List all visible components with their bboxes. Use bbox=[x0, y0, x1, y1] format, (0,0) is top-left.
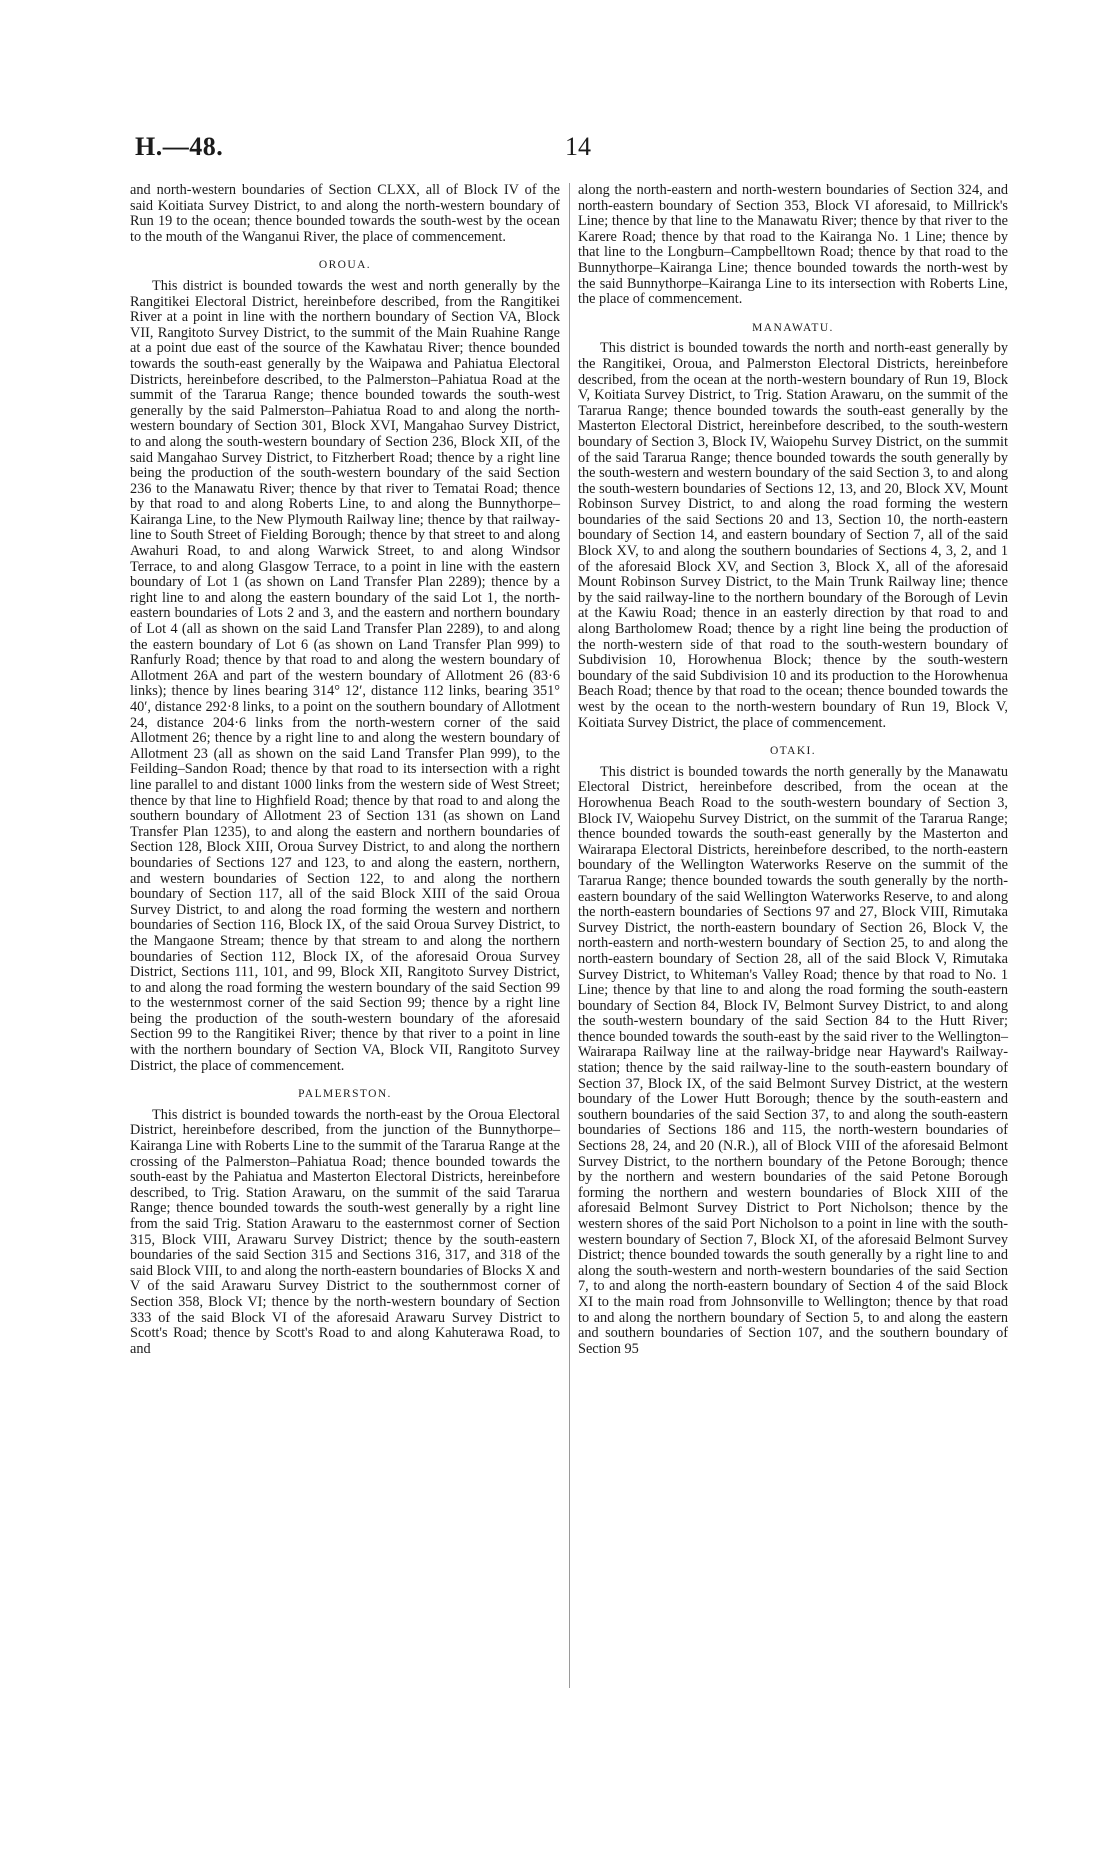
paragraph-continuation: along the north-eastern and north-western boundaries of Section 324, and north-eastern boundary of Section 353, Block VI aforesaid, to Millrick's Line; thence by that line to the Manawatu River; thence by that river to the Karere Road; thence by that road to the Kairanga No. 1 Line; thence by that line to the Longburn–Campbelltown Road; thence by that road to the Bunnythorpe–Kairanga Line; thence bounded towards the north-west by the said Bunnythorpe–Kairanga Line to its intersection with Roberts Line, the place of commencement. bbox=[578, 182, 1008, 308]
section-heading-otaki: OTAKI. bbox=[769, 745, 817, 758]
section-text-manawatu: This district is bounded towards the north and north-east generally by the Rangitikei, Oroua, and Palmerston Electoral Districts, hereinbefore described, from the ocean at the north-western boundary of Run 19, Block V, Koitiata Survey District, to Trig. Station Arawaru, on the summit of the Tararua Range; thence bounded towards the south-east generally by the Masterton Electoral District, hereinbefore described, to the south-western boundary of Section 3, Block IV, Waiopehu Survey District, on the summit of the said Tararua Range; thence bounded towards the south generally by the south-western and western boundary of the said Section 3, to and along the south-western boundaries of Sections 12, 13, and 20, Block XV, Mount Robinson Survey District, to and along the road forming the western boundaries of the said Sections 20 and 13, Section 10, the north-eastern boundary of Section 14, and eastern boundary of Section 7, all of the said Block XV, to and along the southern boundaries of Sections 4, 3, 2, and 1 of the aforesaid Block XV, and Section 3, Block X, all of the aforesaid Mount Robinson Survey District, to the Main Trunk Railway line; thence by the said railway-line to the northern boundary of the Borough of Levin at the Kawiu Road; thence in an easterly direction by that road to and along Bartholomew Road; thence by a right line being the production of the north-western side of that road to the south-western boundary of Subdivision 10, Horowhenua Block; thence by the south-western boundary of the said Subdivision 10 and its production to the Horowhenua Beach Road; thence by that road to the ocean; thence bounded towards the west by the ocean to the north-western boundary of Run 19, Block V, Koitiata Survey District, the place of commencement. bbox=[578, 340, 1008, 731]
section-text-oroua: This district is bounded towards the west and north generally by the Rangitikei Electoral District, hereinbefore described, from the Rangitikei River at a point in line with the northern boundary of Section VA, Block VII, Rangitoto Survey District, to the summit of the Main Ruahine Range at a point due east of the source of the Kawhatau River; thence bounded towards the south-east generally by the Waipawa and Pahiatua Electoral Districts, hereinbefore described, to the Palmerston–Pahiatua Road at the summit of the Tararua Range; thence bounded towards the south-west generally by the said Palmerston–Pahiatua Road to and along the north-western boundary of Section 301, Block XVI, Mangahao Survey District, to and along the south-western boundary of Section 236, Block XII, of the said Mangahao Survey District, to Fitzherbert Road; thence by a right line being the production of the south-western boundary of the said Section 236 to the Manawatu River; thence by that river to Tematai Road; thence by that road to and along Roberts Line, to and along the Bunnythorpe–Kairanga Line, to the New Plymouth Railway line; thence by that railway-line to South Street of Fielding Borough; thence by that street to and along Awahuri Road, to and along Warwick Street, to and along Windsor Terrace, to and along Glasgow Terrace, to a point in line with the eastern boundary of Lot 1 (as shown on Land Transfer Plan 2289); thence by a right line to and along the eastern boundary of the said Lot 1, the north-eastern boundaries of Lots 2 and 3, and the eastern and northern boundary of Lot 4 (all as shown on the said Land Transfer Plan 2289), to and along the eastern boundary of Lot 6 (as shown on Land Transfer Plan 999) to Ranfurly Road; thence by that road to and along the western boundary of Allotment 26A and part of the western boundary of Allotment 26 (83·6 links); thence by lines bearing 314° 12′, distance 112 links, bearing 351° 40′, distance 292·8 links, to a point on the southern boundary of Allotment 24, distance 204·6 links from the north-western corner of the said Allotment 26; thence by a right line to and along the western boundary of Allotment 23 (all as shown on the said Land Transfer Plan 999), to the Feilding–Sandon Road; thence by that road to its intersection with a right line parallel to and distant 1000 links from the western side of West Street; thence by that line to Highfield Road; thence by that road to and along the southern boundary of Allotment 23 of Section 131 (as shown on Land Transfer Plan 1235), to and along the eastern and northern boundaries of Section 128, Block XIII, Oroua Survey District, to and along the northern boundaries of Sections 127 and 123, to and along the eastern, northern, and western boundaries of Section 122, to and along the northern boundary of Section 117, all of the said Block XIII of the said Oroua Survey District, to and along the road forming the western and northern boundaries of Section 116, Block IX, of the said Oroua Survey District, to the Mangaone Stream; thence by that stream to and along the northern boundaries of Section 112, Block IX, of the aforesaid Oroua Survey District, Sections 111, 101, and 99, Block XII, Rangitoto Survey District, to and along the road forming the western boundary of the said Section 99 to the westernmost corner of the said Section 99; thence by a right line being the production of the south-western boundary of the aforesaid Section 99 to the Rangitikei River; thence by that river to a point in line with the northern boundary of Section VA, Block VII, Rangitoto Survey District, the place of commencement. bbox=[130, 277, 560, 1074]
left-column bbox=[130, 183, 560, 1357]
page-number: 14 bbox=[565, 132, 591, 161]
column-divider bbox=[569, 183, 570, 1688]
document-id: H.—48. bbox=[135, 132, 224, 161]
section-text-otaki: This district is bounded towards the north generally by the Manawatu Electoral District, hereinbefore described, from the ocean at the Horowhenua Beach Road to the south-western boundary of Section 3, Block IV, Waiopehu Survey District, on the summit of the Tararua Range; thence bounded towards the south-east generally by the Masterton and Wairarapa Electoral Districts, hereinbefore described, to the north-eastern boundary of the Wellington Waterworks Reserve on the summit of the Tararua Range; thence bounded towards the south generally by the north-eastern boundary of the said Wellington Waterworks Reserve, to and along the north-eastern boundaries of Sections 97 and 27, Block VIII, Rimutaka Survey District, the north-eastern boundary of Section 26, Block V, the north-eastern and north-western boundary of Section 25, to and along the north-eastern boundary of Section 28, all of the said Block V, Rimutaka Survey District, to Whiteman's Valley Road; thence by that road to No. 1 Line; thence by that line to and along the road forming the south-eastern boundary of Section 84, Block IV, Belmont Survey District, to and along the south-western boundary of the said Section 84 to the Hutt River; thence bounded towards the south-east by the said river to the Wellington–Wairarapa Railway line at the railway-bridge near Hayward's Railway-station; thence by the said railway-line to the south-eastern boundary of Section 37, Block IX, of the said Belmont Survey District, at the western boundary of the Lower Hutt Borough; thence by the south-eastern and southern boundaries of the said Section 37, to and along the south-eastern boundaries of Sections 186 and 115, the north-western boundaries of Sections 28, 24, and 20 (N.R.), all of Block VIII of the aforesaid Belmont Survey District, to the northern boundary of the Petone Borough; thence by the northern and western boundaries of the said Petone Borough forming the northern and western boundaries of Block XIII of the aforesaid Belmont Survey District to Port Nicholson; thence by the western shores of the said Port Nicholson to a point in line with the south-western boundary of Section 7, Block XI, of the aforesaid Belmont Survey District; thence bounded towards the south generally by a right line to and along the south-western and north-western boundaries of the said Section 7, to and along the north-eastern boundary of Section 4 of the said Block XI to the main road from Johnsonville to Wellington; thence by that road to and along the northern boundary of Section 5, to and along the eastern and southern boundaries of Section 107, and the southern boundary of Section 95 bbox=[578, 763, 1008, 1357]
section-text-palmerston: This district is bounded towards the north-east by the Oroua Electoral District, hereinbefore described, from the junction of the Bunnythorpe–Kairanga Line with Roberts Line to the summit of the Tararua Range at the crossing of the Palmerston–Pahiatua Road; thence bounded towards the south-east by the Pahiatua and Masterton Electoral Districts, hereinbefore described, to Trig. Station Arawaru, on the summit of the said Tararua Range; thence bounded towards the south-west generally by a right line from the said Trig. Station Arawaru to the easternmost corner of Section 315, Block VIII, Arawaru Survey District; thence by the south-eastern boundaries of the said Section 315 and Sections 316, 317, and 318 of the said Block VIII, to and along the north-eastern boundaries of Blocks X and V of the said Arawaru Survey District to the southernmost corner of Section 358, Block VI; thence by the north-western boundary of Section 333 of the said Block VI of the aforesaid Arawaru Survey District to Scott's Road; thence by Scott's Road to and along Kahuterawa Road, to and bbox=[130, 1106, 560, 1357]
section-heading-oroua: OROUA. bbox=[318, 259, 372, 272]
paragraph-continuation: and north-western boundaries of Section CLXX, all of Block IV of the said Koitiata Survey District, to and along the north-western boundary of Run 19 to the ocean; thence bounded towards the south-west by the ocean to the mouth of the Wanganui River, the place of commencement. bbox=[130, 182, 560, 245]
right-column bbox=[578, 183, 1008, 1357]
page-header bbox=[135, 132, 979, 162]
section-heading-palmerston: PALMERSTON. bbox=[298, 1088, 392, 1101]
section-heading-manawatu: MANAWATU. bbox=[752, 321, 834, 334]
